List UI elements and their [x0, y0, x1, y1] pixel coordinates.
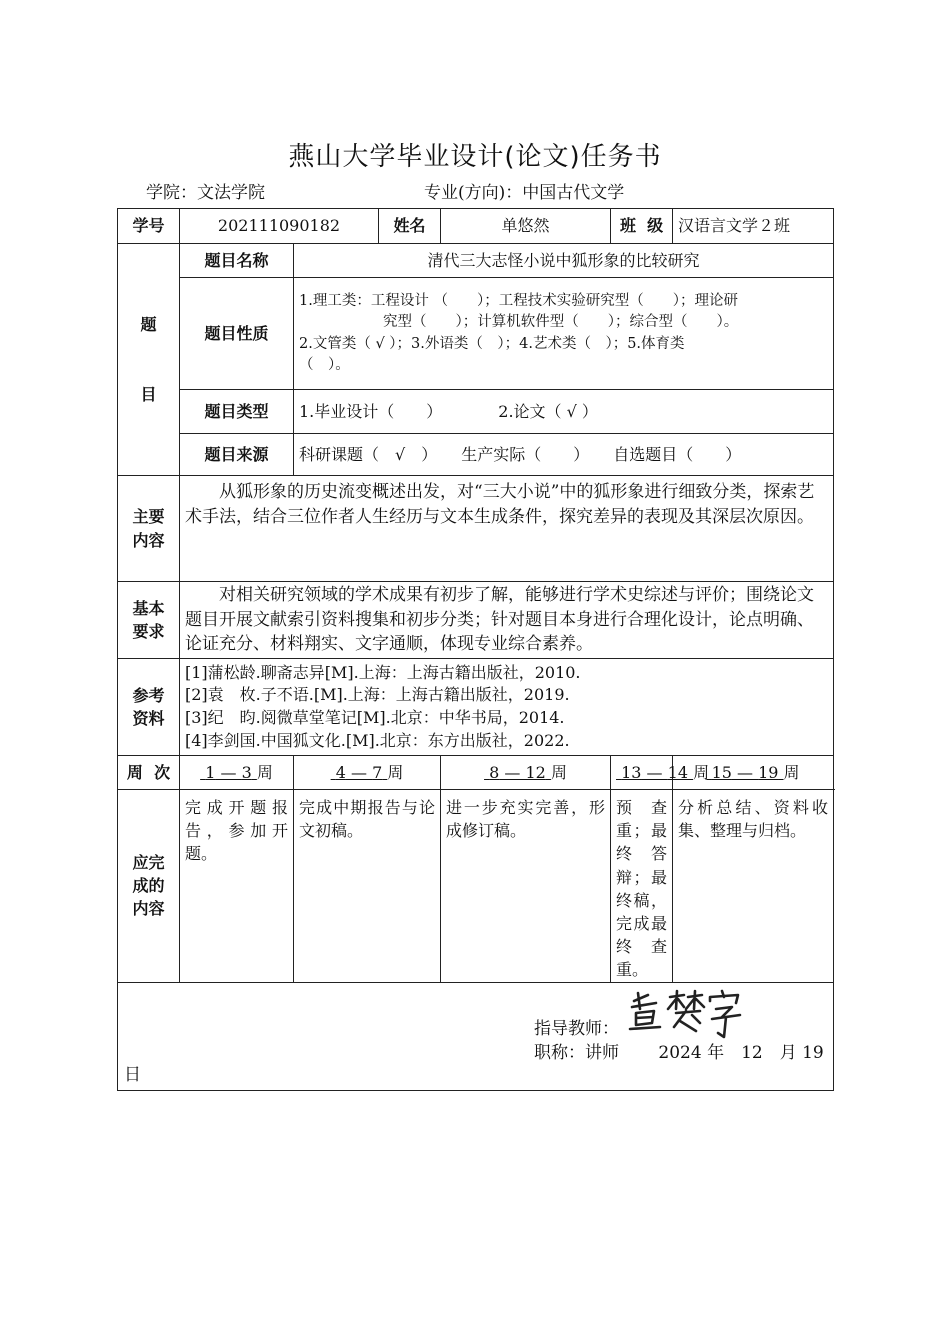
- topic-type-value: 1.毕业设计（ ） 2.论文（ √ ）: [294, 390, 834, 434]
- week-range-5: 15 — 19 周: [673, 756, 834, 790]
- topic-nature-label: 题目性质: [180, 278, 294, 390]
- topic-group-label: 题 目: [118, 244, 180, 476]
- weeks-label: 周 次: [118, 756, 180, 790]
- week-range-4: 13 — 14 周: [611, 756, 673, 790]
- student-id-label: 学号: [118, 209, 180, 244]
- task-item: 进一步充实完善，形成修订稿。: [441, 790, 611, 983]
- signature-cell: [118, 982, 834, 1090]
- date-day-suffix: 日: [124, 1064, 141, 1085]
- major-field: 专业(方向)：中国古代文学: [424, 183, 625, 203]
- task-item: 完成中期报告与论文初稿。: [294, 790, 441, 983]
- week-range-1: 1 — 3 周: [180, 756, 294, 790]
- task-item: 预查重；最终答辩；最终稿，完成最终查重。: [611, 790, 673, 983]
- reference-item: [3]纪 昀.阅微草堂笔记[M].北京：中华书局，2014.: [185, 708, 565, 727]
- nature-line-3: 2.文管类（ √ ）；3.外语类（ ）；4.艺术类（ ）；5.体育类: [299, 335, 685, 352]
- topic-source-value: 科研课题（ √ ） 生产实际（ ） 自选题目（ ）: [294, 434, 834, 476]
- requirements-text: 对相关研究领域的学术成果有初步了解，能够进行学术史综述与评价；围绕论文题目开展文献索引资料搜集和初步分类；针对题目本身进行合理化设计，论点明确、论证充分、材料翔实、文字通顺，体现专业综合素养。: [180, 582, 834, 659]
- document-title: 燕山大学毕业设计(论文)任务书: [288, 142, 662, 172]
- advisor-title-date: 职称：讲师 2024 年 12 月 19: [534, 1042, 824, 1063]
- student-id-value: 202111090182: [180, 209, 379, 244]
- nature-line-4: （ ）。: [299, 356, 350, 373]
- main-content-label: 主要 内容: [118, 476, 180, 582]
- topic-nature-value: [294, 278, 834, 390]
- main-content-text: 从狐形象的历史流变概述出发，对“三大小说”中的狐形象进行细致分类，探索艺术手法，结合三位作者人生经历与文本生成条件，探究差异的表现及其深层次原因。: [180, 476, 834, 582]
- references-list: [180, 659, 834, 756]
- college-field: 学院：文法学院: [146, 183, 265, 203]
- nature-line-2: 究型（ ）；计算机软件型（ ）；综合型（ ）。: [383, 314, 739, 331]
- nature-line-1: 1.理工类：工程设计 （ ）；工程技术实验研究型（ ）；理论研: [299, 293, 738, 310]
- reference-item: [1]蒲松龄.聊斋志异[M].上海：上海古籍出版社，2010.: [185, 662, 581, 682]
- requirements-label: 基本 要求: [118, 582, 180, 659]
- task-item: 完成开题报告，参加开题。: [180, 790, 294, 983]
- topic-source-label: 题目来源: [180, 434, 294, 476]
- class-label: 班 级: [611, 209, 673, 244]
- class-value: 汉语言文学２班: [673, 209, 834, 244]
- advisor-label: 指导教师：: [534, 1018, 619, 1039]
- task-item: 分析总结、资料收集、整理与归档。: [673, 790, 834, 983]
- references-label: 参考 资料: [118, 659, 180, 756]
- reference-item: [4]李剑国.中国狐文化.[M].北京：东方出版社，2022.: [185, 730, 570, 750]
- topic-type-label: 题目类型: [180, 390, 294, 434]
- reference-item: [2]袁 枚.子不语.[M].上海：上海古籍出版社，2019.: [185, 685, 570, 705]
- topic-name-value: 清代三大志怪小说中狐形象的比较研究: [294, 244, 834, 278]
- week-range-2: 4 — 7 周: [294, 756, 441, 790]
- task-form-table: [117, 208, 834, 1091]
- tasks-label: 应完 成的 内容: [118, 790, 180, 983]
- student-name-value: 单悠然: [441, 209, 611, 244]
- handwritten-signature: [626, 987, 746, 1043]
- student-name-label: 姓名: [379, 209, 441, 244]
- topic-name-label: 题目名称: [180, 244, 294, 278]
- week-range-3: 8 — 12 周: [441, 756, 611, 790]
